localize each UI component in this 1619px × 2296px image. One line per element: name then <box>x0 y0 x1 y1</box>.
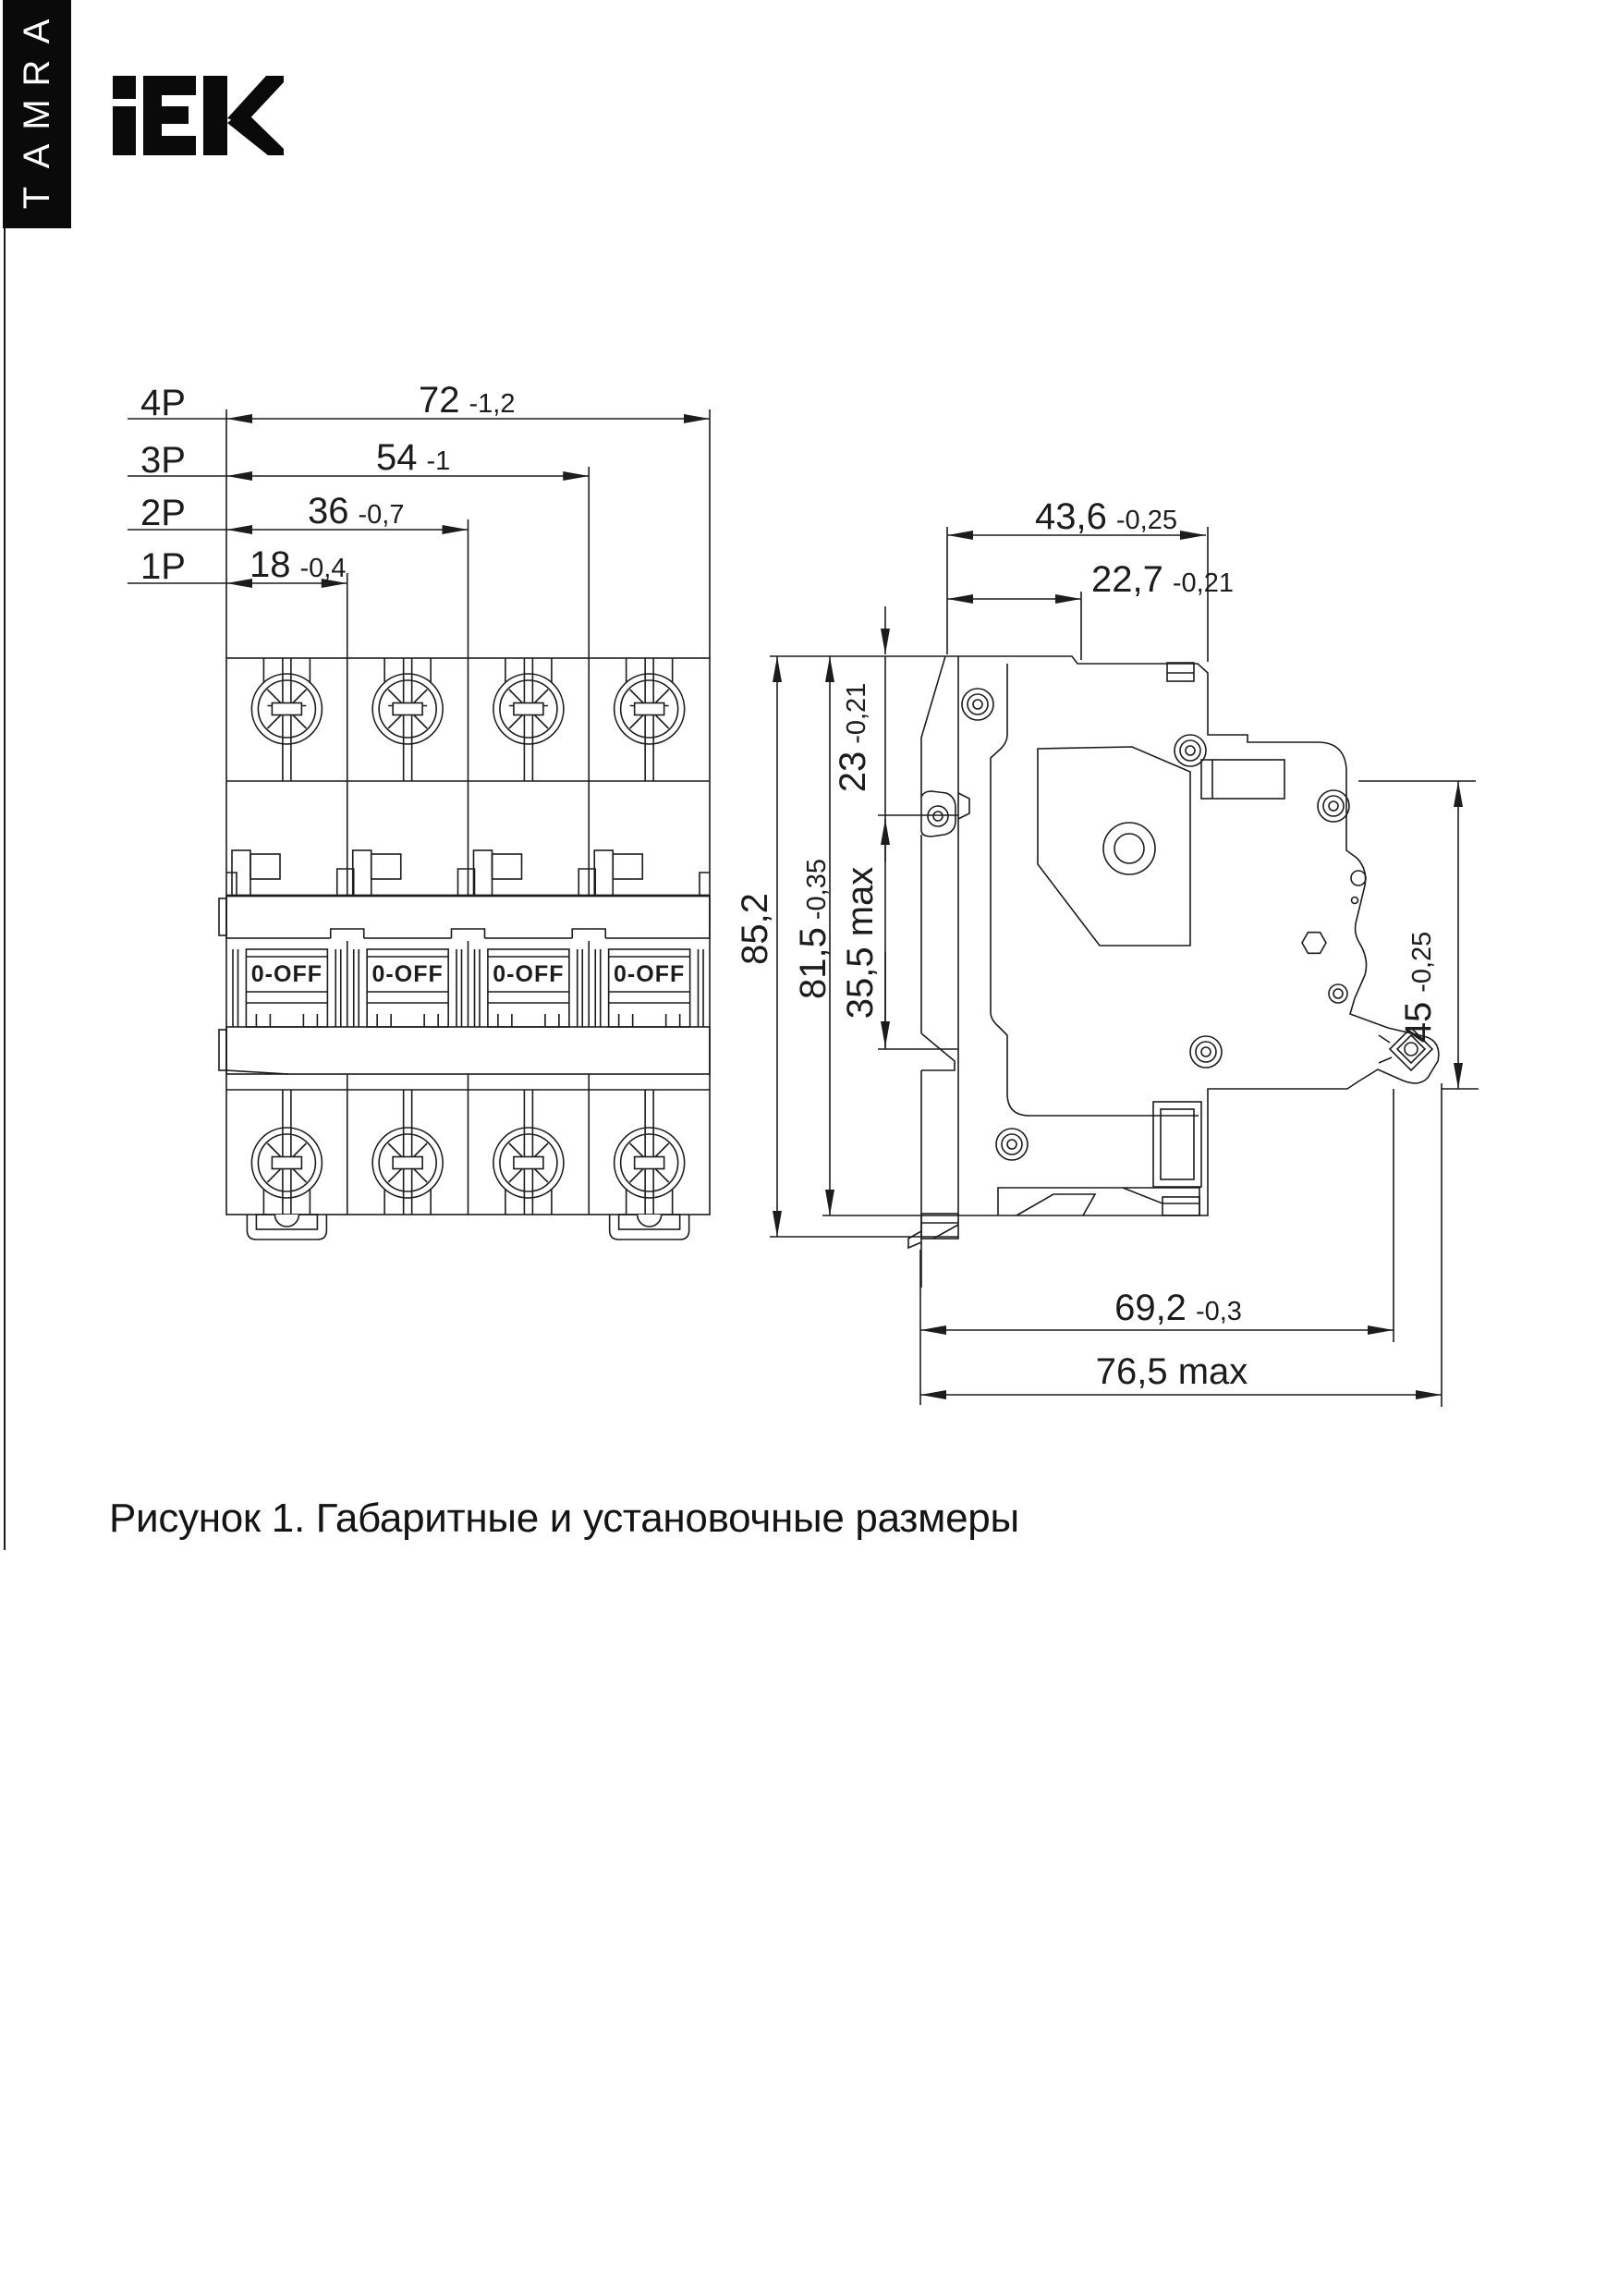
terminal-screw-bottom-3 <box>493 1090 564 1215</box>
dim-lower-section: 35,5 max <box>840 866 881 1020</box>
toggle-off-label-2: 0-OFF <box>371 961 444 987</box>
tab-letter: R <box>17 59 57 86</box>
terminal-screw-bottom-4 <box>615 1090 685 1215</box>
tab-letter: A <box>17 18 57 43</box>
pole-label-1p: 1P <box>140 546 186 587</box>
handle-tie-bar-bottom <box>219 1027 710 1074</box>
terminal-screw-top-4 <box>615 658 685 781</box>
dim-body-height: 81,5-0,35 <box>793 859 834 999</box>
pole-label-4p: 4P <box>140 383 186 423</box>
dim-top-depth: 43,6 -0,25 <box>1035 496 1177 537</box>
mid-tab-3 <box>474 850 522 896</box>
front-view <box>128 380 710 1240</box>
dim-width-2p: 36 -0,7 <box>308 491 405 531</box>
din-rail-clip-right <box>610 1215 689 1240</box>
dim-width-3p: 54 -1 <box>376 437 451 478</box>
dim-total-height: 85,2 <box>735 893 775 965</box>
front-extension-lines <box>226 409 710 658</box>
dim-top-offset: 22,7 -0,21 <box>1091 559 1234 600</box>
dim-width-1p: 18 -0,4 <box>250 544 347 585</box>
tab-letter: M <box>17 98 57 130</box>
toggle-off-label-1: 0-OFF <box>250 961 323 987</box>
toggle-off-label-3: 0-OFF <box>493 961 565 987</box>
terminal-screw-top-3 <box>493 658 564 781</box>
dim-max-depth: 76,5 max <box>1095 1351 1248 1392</box>
dim-front-height: 45-0,25 <box>1398 931 1439 1044</box>
side-interior-details <box>991 663 1326 1215</box>
dim-upper-section: 23-0,21 <box>833 682 873 793</box>
figure-caption: Рисунок 1. Габаритные и установочные размеры <box>109 1496 1019 1541</box>
terminal-screw-bottom-2 <box>372 1090 443 1215</box>
dim-bottom-depth: 69,2 -0,3 <box>1114 1288 1242 1328</box>
mid-tab-1 <box>232 850 280 896</box>
din-rail-clip-left <box>247 1215 326 1240</box>
side-view <box>735 496 1479 1407</box>
pole-label-3p: 3P <box>140 440 186 481</box>
toggle-off-label-4: 0-OFF <box>614 961 686 987</box>
terminal-screw-bottom-1 <box>251 1090 322 1215</box>
tab-letter: A <box>17 143 57 168</box>
side-back-details <box>908 656 969 1288</box>
mid-tab-4 <box>594 850 642 896</box>
mid-tab-2 <box>353 850 401 896</box>
terminal-screw-top-1 <box>251 658 322 781</box>
dim-width-4p: 72 -1,2 <box>419 380 516 421</box>
pole-label-2p: 2P <box>140 493 186 533</box>
handle-tie-bar-top <box>219 896 710 941</box>
tab-letter: T <box>17 186 57 209</box>
terminal-screw-top-2 <box>372 658 443 781</box>
